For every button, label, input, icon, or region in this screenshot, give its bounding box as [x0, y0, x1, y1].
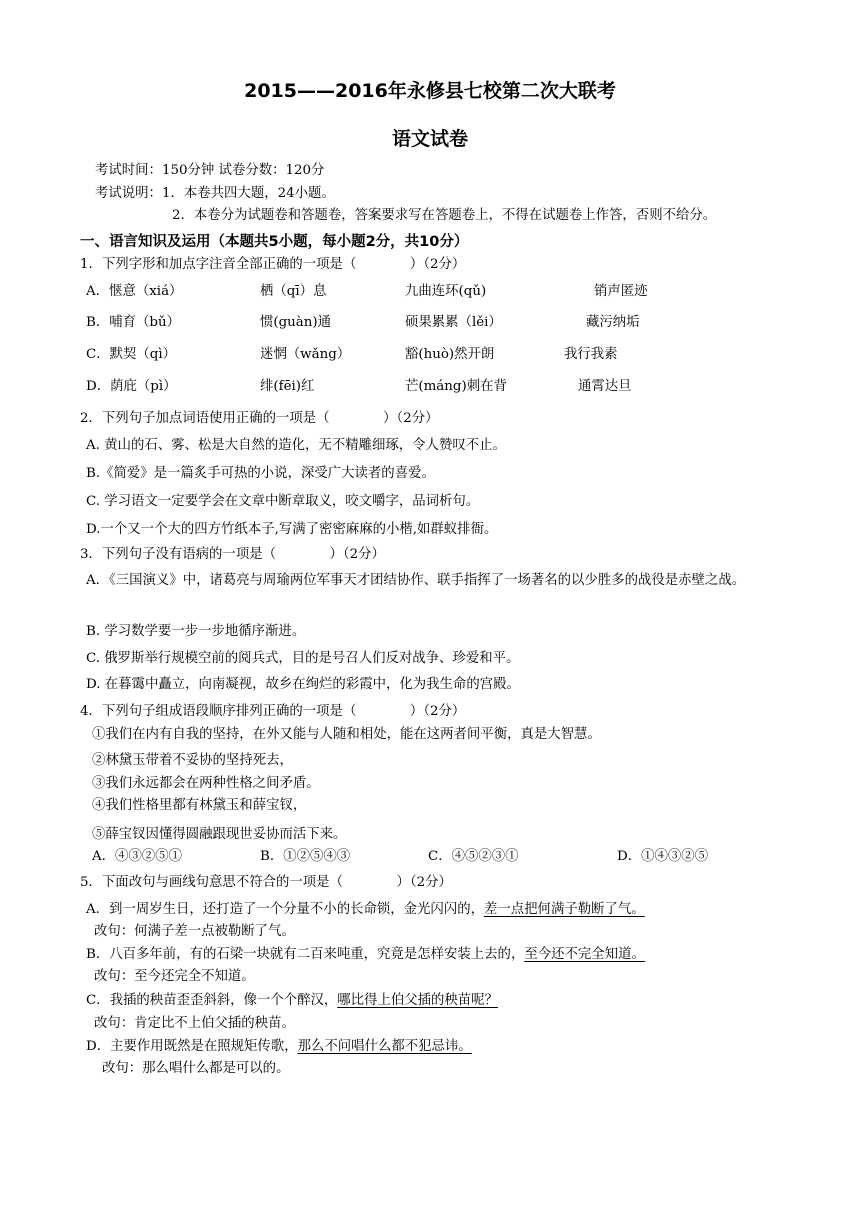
- q5-option-d: [86, 1038, 472, 1056]
- exam-subtitle: 语文试卷: [391, 128, 468, 150]
- q5-option-a-underlined: 差一点把何满子勒断了气。: [484, 902, 645, 917]
- q4-sentence-2: ②林黛玉带着不妥协的坚持死去，: [92, 753, 293, 768]
- question-4-stem: 4．下列句子组成语段顺序排列正确的一项是（ ）（2分）: [80, 704, 466, 719]
- q1-option-b-word4: 藏污纳垢: [586, 315, 640, 330]
- q5-option-a: [86, 901, 645, 919]
- exam-note-2: 2．本卷分为试题卷和答题卷，答案要求写在答题卷上，不得在试题卷上作答，否则不给分。: [172, 208, 717, 223]
- q1-option-b-word3: 硕果累累（lěi）: [405, 315, 502, 330]
- q1-option-d-word3: 芒(máng)刺在背: [405, 379, 507, 394]
- question-5-stem: 5．下面改句与画线句意思不符合的一项是（ ）（2分）: [80, 875, 452, 890]
- q1-option-b: B．哺育（bǔ）: [86, 315, 180, 330]
- section-heading-1: 一、语言知识及运用（本题共5小题，每小题2分，共10分）: [80, 234, 469, 250]
- exam-time-info: 考试时间：150分钟 试卷分数：120分: [95, 163, 325, 178]
- q4-choice-b: B．①②⑤④③: [260, 849, 351, 864]
- q5-option-b: [86, 946, 645, 964]
- q4-sentence-5: ⑤薛宝钗因懂得圆融跟现世妥协而活下来。: [92, 827, 347, 842]
- q1-option-d: D．荫庇（pì）: [86, 379, 177, 394]
- q4-choice-c: C．④⑤②③①: [428, 849, 519, 864]
- q4-sentence-3: ③我们永远都会在两种性格之间矛盾。: [92, 776, 320, 791]
- q5-option-a-revision: 改句：何满子差一点被勒断了气。: [94, 924, 295, 939]
- q1-option-c-word4: 我行我素: [564, 347, 618, 362]
- q2-option-c: C. 学习语文一定要学会在文章中断章取义，咬文嚼字，品词析句。: [86, 494, 480, 509]
- question-1-stem: 1．下列字形和加点字注音全部正确的一项是（ ）（2分）: [80, 257, 466, 272]
- q5-option-b-revision: 改句：至今还完全不知道。: [94, 969, 255, 984]
- q5-option-d-underlined: 那么不问唱什么都不犯忌讳。: [297, 1039, 472, 1054]
- q1-option-a-word2: 栖（qī）息: [260, 284, 327, 299]
- q2-option-a: A. 黄山的石、雾、松是大自然的造化，无不精雕细琢，令人赞叹不止。: [86, 438, 506, 453]
- question-2-stem: 2．下列句子加点词语使用正确的一项是（ ）（2分）: [80, 411, 439, 426]
- q3-option-a: A．《三国演义》中，诸葛亮与周瑜两位军事天才团结协作、联手指挥了一场著名的以少胜多的战役是赤壁之战。: [86, 573, 746, 588]
- q5-option-c-revision: 改句：肯定比不上伯父插的秧苗。: [94, 1016, 295, 1031]
- question-3-stem: 3．下列句子没有语病的一项是（ ）（2分）: [80, 547, 385, 562]
- q1-option-c: C．默契（qì）: [86, 347, 177, 362]
- q5-option-b-text: B．八百多年前，有的石梁一块就有二百来吨重，究竟是怎样安装上去的，: [86, 947, 525, 962]
- q3-option-b: B. 学习数学要一步一步地循序渐进。: [86, 624, 306, 639]
- q1-option-a-word4: 销声匿迹: [594, 284, 648, 299]
- q4-sentence-1: ①我们在内有自我的坚持，在外又能与人随和相处，能在这两者间平衡，真是大智慧。: [92, 727, 601, 742]
- q5-option-c-text: C．我插的秧苗歪歪斜斜，像一个个醉汉，: [86, 993, 338, 1008]
- q1-option-c-word2: 迷惘（wǎng）: [260, 347, 351, 362]
- q3-option-c: C. 俄罗斯举行规模空前的阅兵式，目的是号召人们反对战争、珍爱和平。: [86, 651, 520, 666]
- q1-option-b-word2: 惯(guàn)通: [260, 315, 332, 330]
- q4-choice-d: D．①④③②⑤: [617, 849, 709, 864]
- q1-option-d-word2: 绯(fēi)红: [260, 379, 315, 394]
- q2-option-d: D.一个又一个大的四方竹纸本子,写满了密密麻麻的小楷,如群蚁排衙。: [86, 522, 498, 537]
- exam-note-1: 考试说明：1．本卷共四大题，24小题。: [95, 186, 335, 201]
- q5-option-b-underlined: 至今还不完全知道。: [524, 947, 645, 962]
- q1-option-a-word3: 九曲连环(qǔ): [405, 284, 487, 299]
- q5-option-d-text: D．主要作用既然是在照规矩传歌，: [86, 1039, 298, 1054]
- q5-option-a-text: A．到一周岁生日，还打造了一个分量不小的长命锁，金光闪闪的，: [86, 902, 484, 917]
- q1-option-a: A．惬意（xiá）: [86, 284, 183, 299]
- q4-choice-a: A．④③②⑤①: [92, 849, 183, 864]
- q2-option-b: B.《简爱》是一篇炙手可热的小说，深受广大读者的喜爱。: [86, 466, 435, 481]
- q1-option-d-word4: 通霄达旦: [578, 379, 632, 394]
- q5-option-c: [86, 992, 498, 1010]
- q3-option-d: D. 在暮霭中矗立，向南凝视，故乡在绚烂的彩霞中，化为我生命的宫殿。: [86, 677, 520, 692]
- q4-sentence-4: ④我们性格里都有林黛玉和薛宝钗，: [92, 798, 307, 813]
- q1-option-c-word3: 豁(huò)然开朗: [405, 347, 495, 362]
- exam-title: 2015——2016年永修县七校第二次大联考: [244, 80, 616, 102]
- q5-option-d-revision: 改句：那么唱什么都是可以的。: [102, 1061, 290, 1076]
- q5-option-c-underlined: 哪比得上伯父插的秧苗呢？: [337, 993, 498, 1008]
